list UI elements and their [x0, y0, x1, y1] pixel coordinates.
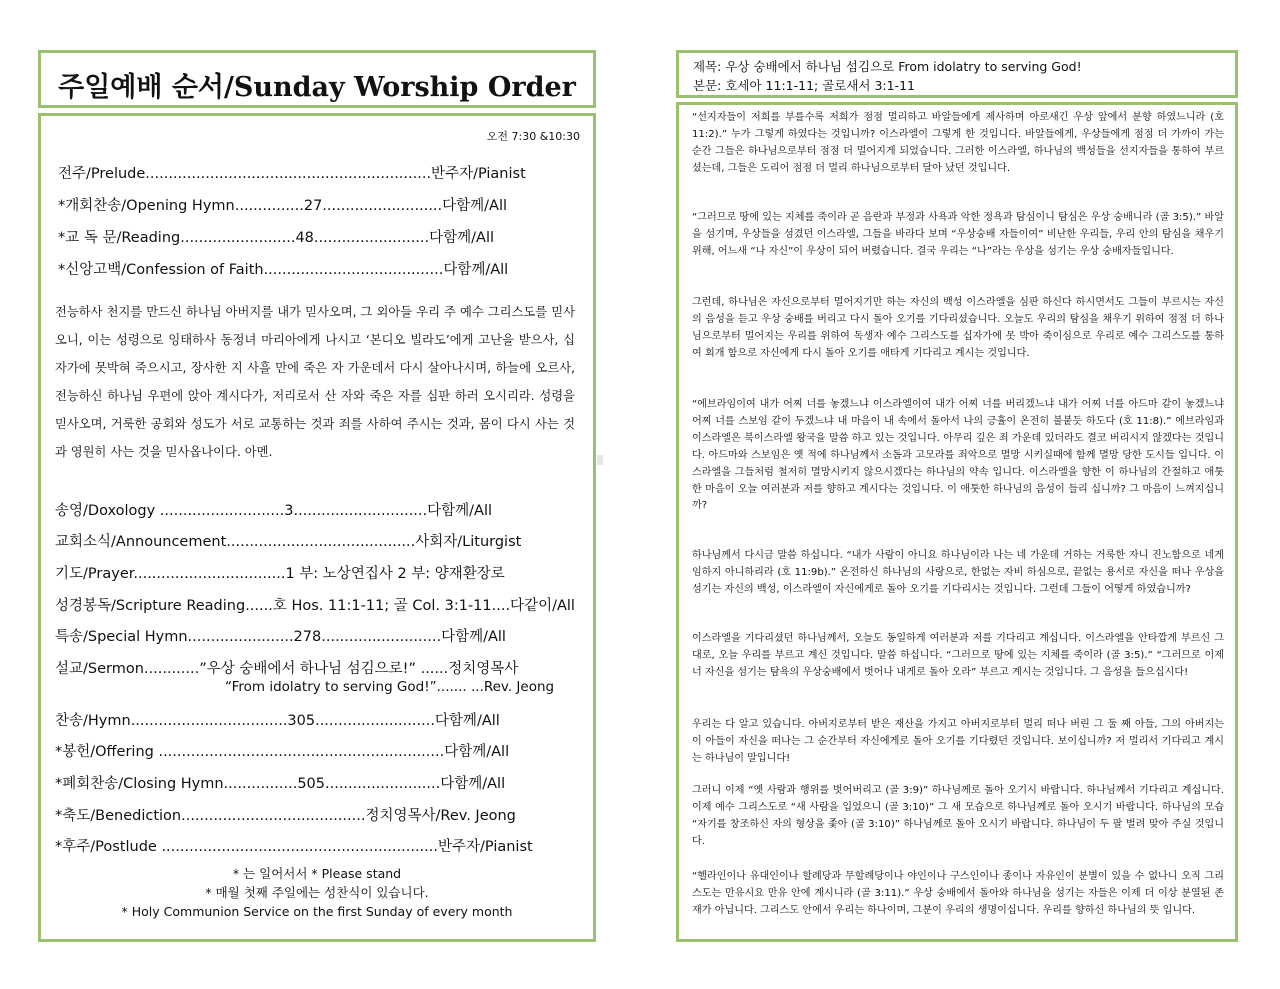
- service-time: 오전 7:30 &10:30: [486, 130, 580, 143]
- sermon-header-box: [676, 50, 1238, 98]
- worship-order-box: [38, 113, 596, 942]
- sermon-paragraph: “그러므로 땅에 있는 지체를 죽이라 곧 음란과 부정과 사욕과 악한 정욕과 탐심이니 탐심은 우상 숭배니라 (골 3:5).” 바알을 섬기며, 우상들을 섬겼던 이스라엘, 그들을 바라다 보며 “우상숭배 자들이여” 비난한 우리들, 우리 안의 탐심을 채우기 위해, 어느새 “나 자신”이 우상이 되어 버렸습니다. 결국 우리는 “나”라는 우상을 섬기는 우상 숭배자들입니다.: [692, 212, 1224, 257]
- order-item-sermon: 설교/Sermon............”우상 숭배에서 하나님 섬김으로!” ......정치영목사: [55, 661, 519, 677]
- sermon-paragraph: 하나님께서 다시금 말씀 하십니다. “내가 사람이 아니요 하나님이라 나는 네 가운데 거하는 거룩한 자니 진노함으로 네게 임하지 아니하리라 (호 11:9b).” 온전하신 하나님의 사랑으로, 한없는 자비 하심으로, 끝없는 용서로 자신을 떠나 우상을 섬기는 자신의 백성, 이스라엘이 자신에게로 돌아 오기를 기다리시는 것입니다. 그런데 그들이 어떻게 하였습니까?: [692, 550, 1224, 595]
- sermon-body-box: [676, 102, 1238, 942]
- order-item-closing-hymn: *폐회찬송/Closing Hymn................505.........................다함께/All: [55, 776, 506, 792]
- order-item-prelude: 전주/Prelude..............................................................반주자/Pianist: [58, 166, 526, 182]
- order-item-doxology: 송영/Doxology ...........................3.............................다함께/All: [55, 503, 493, 519]
- order-item-prayer: 기도/Prayer.................................1 부: 노상연집사 2 부: 양재환장로: [55, 566, 505, 582]
- divider-mark: [597, 455, 603, 465]
- footnote-communion-korean: * 매월 첫째 주일에는 성찬식이 있습니다.: [205, 885, 429, 900]
- sermon-scripture: 본문: 호세아 11:1-11; 골로새서 3:1-11: [693, 78, 916, 93]
- bulletin-title-box: [38, 50, 596, 108]
- order-item-sermon-english: “From idolatry to serving God!”....... ...Rev. Jeong: [225, 679, 555, 695]
- sermon-paragraph: “선지자들이 저희를 부를수록 저희가 점점 멀리하고 바알들에게 제사하며 아로새긴 우상 앞에서 분향 하였느니라 (호 11:2).” 누가 그렇게 하였다는 것입니까? 이스라엘이 그렇게 한 것입니다. 바알들에게, 우상들에게 점점 더 가까이 가는 순간 그들은 하나님으로부터 점점 더 멀어지게 되었습니다. 그러한 이스라엘, 하나님의 백성들을 선지자들을 통하여 부르셨는데, 그들은 도리어 점점 더 멀리 하나님으로부터 달아 났던 것입니다.: [692, 112, 1224, 174]
- order-item-hymn: 찬송/Hymn..................................305..........................다함께/All: [55, 713, 500, 729]
- sermon-paragraph: 그러니 이제 “옛 사람과 행위를 벗어버리고 (골 3:9)” 하나님께로 돌아 오기시 바랍니다. 하나님께서 기다리고 계십니다. 이제 예수 그리스도로 “새 사람을 입었으니 (골 3:10)” 그 새 모습으로 하나님께로 돌아 오시기 바랍니다. 하나님의 모습 “자기를 창조하신 자의 형상을 좇아 (골 3:10)” 하나님께로 돌아 오시기 바랍니다. 하나님이 두 팔 벌려 맞아 주실 것입니다.: [692, 785, 1224, 847]
- order-item-special-hymn: 특송/Special Hymn.......................278..........................다함께/All: [55, 629, 506, 645]
- order-item-announcement: 교회소식/Announcement.........................................사회자/Liturgist: [55, 534, 522, 550]
- sermon-paragraph: 우리는 다 알고 있습니다. 아버지로부터 받은 재산을 가지고 아버지로부터 멀리 떠나 버린 그 둘 째 아들, 그의 아버지는 이 아들이 자신을 떠나는 그 순간부터 자신에게로 돌아 오기를 기다렸던 것입니다. 보이십니까? 저 멀리서 기다리고 계시는 하나님이 말입니다!: [692, 719, 1224, 764]
- order-item-offering: *봉헌/Offering ..............................................................다함께/All: [55, 744, 510, 760]
- bulletin-title: 주일예배 순서/Sunday Worship Order: [58, 72, 576, 103]
- sermon-subject: 제목: 우상 숭배에서 하나님 섬김으로 From idolatry to serving God!: [693, 59, 1082, 74]
- order-item-confession: *신앙고백/Confession of Faith.......................................다함께/All: [58, 262, 509, 278]
- footnote-stand: * 는 일어서서 * Please stand: [232, 866, 402, 881]
- sermon-paragraph: 이스라엘을 기다리셨던 하나님께서, 오늘도 동일하게 여러분과 저를 기다리고 계십니다. 이스라엘을 안타깝게 부르신 그대로, 오늘 우리를 부르고 계신 것입니다. 말씀 하십니다. “그러므로 땅에 있는 지체를 죽이라 (골 3:5).” “그러므로 이제 너 자신을 섬기는 탐욕의 우상숭배에서 벗어나 내게로 돌아 오라” 부르고 계시는 것입니다. 그 음성을 들으십시다!: [692, 633, 1224, 678]
- order-item-postlude: *후주/Postlude ............................................................반주자/Pianist: [55, 839, 533, 855]
- sermon-paragraph: 그런데, 하나님은 자신으로부터 멀어지기만 하는 자신의 백성 이스라엘을 심판 하신다 하시면서도 그들이 부르시는 자신의 음성을 듣고 우상 숭배를 버리고 다시 돌아 오기를 기다리셨습니다. 오늘도 우리의 탐심을 채우기 위하여 점점 더 하나님으로부터 멀어지는 우리를 위하여 독생자 예수 그리스도를 십자가에 못 박아 죽이심으로 우리로 예수 그리스도를 통하여 회개 함으로 자신에게 다시 돌아 오기를 애타게 기다리고 계시는 것입니다.: [692, 297, 1224, 359]
- sermon-paragraph: “헬라인이나 유대인이나 할례당과 무할례당이나 야인이나 구스인이나 종이나 자유인이 분별이 있을 수 없나니 오직 그리스도는 만유시요 만유 안에 계시니라 (골 3:11).” 우상 숭배에서 돌아와 하나님을 섬기는 자들은 이제 더 이상 분열된 존재가 아닙니다. 그리스도 안에서 우리는 하나이며, 그분이 우리의 생명이십니다. 우리를 향하신 하나님의 뜻 입니다.: [692, 871, 1224, 916]
- apostles-creed-text: 전능하사 천지를 만드신 하나님 아버지를 내가 믿사오며, 그 외아들 우리 주 예수 그리스도를 믿사오니, 이는 성령으로 잉태하사 동정녀 마리아에게 나시고 ‘본디오 빌라도’에게 고난을 받으사, 십자가에 못박혀 죽으시고, 장사한 지 사흘 만에 죽은 자 가운데서 다시 살아나시며, 하늘에 오르사, 전능하신 하나님 우편에 앉아 계시다가, 저리로서 산 자와 죽은 자를 심판 하러 오시리라. 성령을 믿사오며, 거룩한 공회와 성도가 서로 교통하는 것과 죄를 사하여 주시는 것과, 몸이 다시 사는 것과 영원히 사는 것을 믿사옵나이다. 아멘.: [55, 305, 575, 460]
- footnote-communion-english: * Holy Communion Service on the first Sunday of every month: [121, 904, 513, 919]
- sermon-paragraph: “에브라임이여 내가 어찌 너를 놓겠느냐 이스라엘이여 내가 어찌 너를 버리겠느냐 내가 어찌 너를 아드마 같이 놓겠느냐 어찌 너를 스보임 같이 두겠느냐 내 마음이 내 속에서 돌아서 나의 긍휼이 온전히 불붙듯 하도다 (호 11:8).” 에브라임과 이스라엘은 북이스라엘 왕국을 말씀 하고 있는 것입니다. 아무리 깊은 죄 가운데 있더라도 결코 버리시지 않겠다는 것입니다. 아드마와 스보임은 옛 적에 하나님께서 소돔과 고모라를 죄악으로 멸망 시키실때에 함께 멸망 당한 도시들 입니다. 이스라엘을 그들처럼 철저히 멸망시키지 않으시겠다는 하나님의 약속 입니다. 이스라엘을 향한 이 하나님의 간절하고 애툿한 마음이 오늘 여러분과 저를 향하고 계시다는 것입니다. 이 애툿한 하나님의 음성이 들리 십니까? 그 마음이 느껴지십니까?: [692, 399, 1224, 512]
- order-item-benediction: *축도/Benediction........................................정치영목사/Rev. Jeong: [55, 808, 516, 824]
- footnotes: [41, 864, 593, 921]
- order-item-opening-hymn: *개회찬송/Opening Hymn...............27..........................다함께/All: [58, 198, 508, 214]
- order-item-reading: *교 독 문/Reading.........................48.........................다함께/All: [58, 230, 495, 246]
- order-item-scripture-reading: 성경봉독/Scripture Reading......호 Hos. 11:1-11; 골 Col. 3:1-11....다같이/All: [55, 598, 575, 614]
